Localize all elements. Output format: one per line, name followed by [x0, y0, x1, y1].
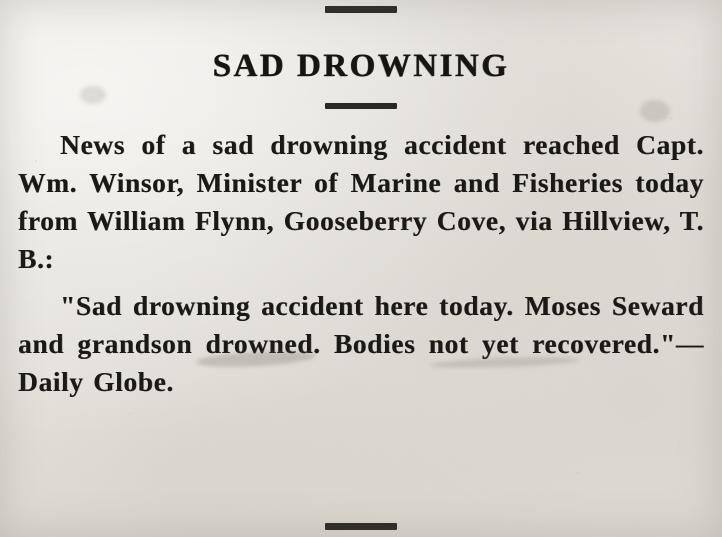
paragraph-2-text: "Sad drowning accident here today. Moses Seward and grandson drowned. Bodies not yet recovered."—Daily Globe.: [18, 290, 704, 397]
divider-rule-top: [325, 6, 397, 13]
article-body: [18, 126, 704, 401]
divider-rule-bottom: [325, 523, 397, 530]
page-title: SAD DROWNING: [212, 48, 510, 84]
paper-blemish: [80, 86, 106, 104]
paragraph-1-text: News of a sad drowning accident reached Capt. Wm. Winsor, Minister of Marine and Fisheries today from William Flynn, Gooseberry Cove, via Hillview, T. B.:: [18, 129, 704, 274]
paragraph-1: [18, 126, 704, 278]
paper-blemish: [640, 100, 670, 122]
divider-rule-middle: [325, 103, 397, 109]
paragraph-2: [18, 287, 704, 401]
